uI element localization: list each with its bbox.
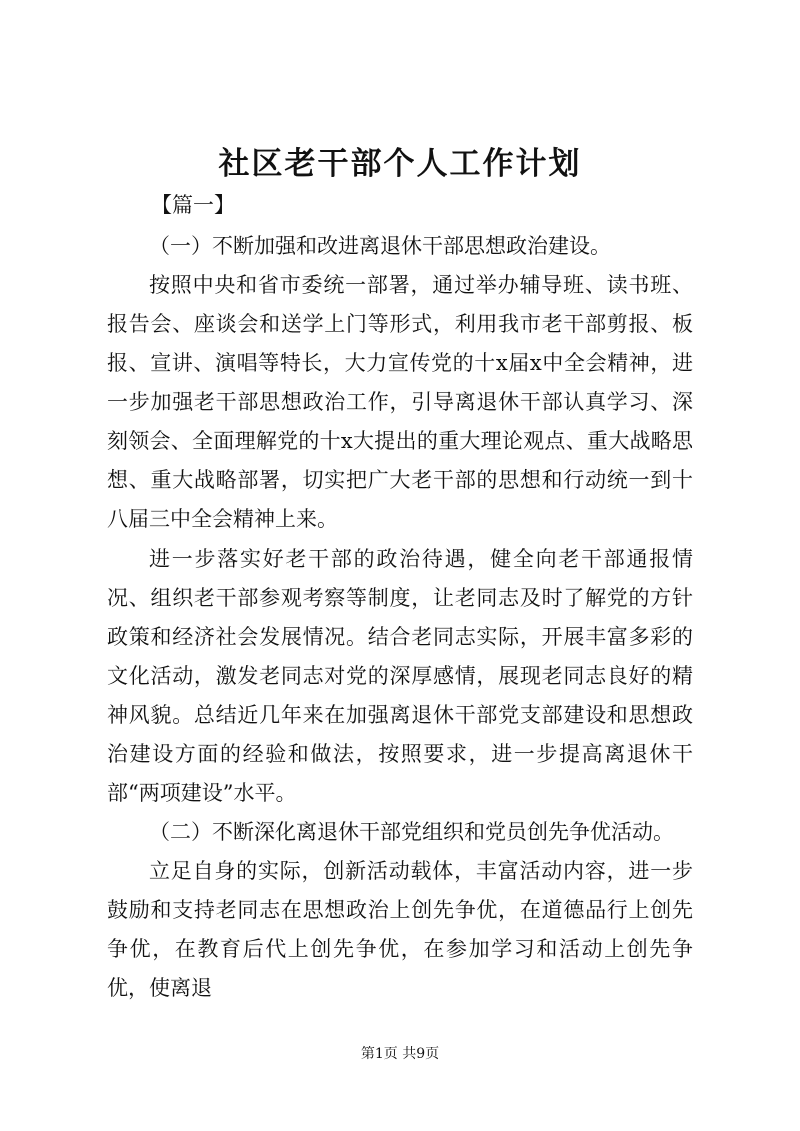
paragraph-3: 立足自身的实际，创新活动载体，丰富活动内容，进一步鼓励和支持老同志在思想政治上创先争优，在道德品行上创先争优，在教育后代上创先争优，在参加学习和活动上创先争优，使离退 <box>107 859 693 1000</box>
subheading-1: （一）不断加强和改进离退休干部思想政治建设。 <box>149 234 611 258</box>
paragraph-1: 按照中央和省市委统一部署，通过举办辅导班、读书班、报告会、座谈会和送学上门等形式，利用我市老干部剪报、板报、宣讲、演唱等特长，大力宣传党的十x届x中全会精神，进一步加强老干部思想政治工作，引导离退休干部认真学习、深刻领会、全面理解党的十x大提出的重大理论观点、重大战略思想、重大战略部署，切实把广大老干部的思想和行动统一到十八届三中全会精神上来。 <box>107 273 693 531</box>
page-footer: 第1页 共9页 <box>360 1046 440 1062</box>
subheading-2: （二）不断深化离退休干部党组织和党员创先争优活动。 <box>149 820 674 844</box>
document-title: 社区老干部个人工作计划 <box>218 146 582 182</box>
section-label: 【篇一】 <box>151 193 235 217</box>
paragraph-2: 进一步落实好老干部的政治待遇，健全向老干部通报情况、组织老干部参观考察等制度，让老同志及时了解党的方针政策和经济社会发展情况。结合老同志实际，开展丰富多彩的文化活动，激发老同志对党的深厚感情，展现老同志良好的精神风貌。总结近几年来在加强离退休干部党支部建设和思想政治建设方面的经验和做法，按照要求，进一步提高离退休干部“两项建设”水平。 <box>107 547 693 805</box>
